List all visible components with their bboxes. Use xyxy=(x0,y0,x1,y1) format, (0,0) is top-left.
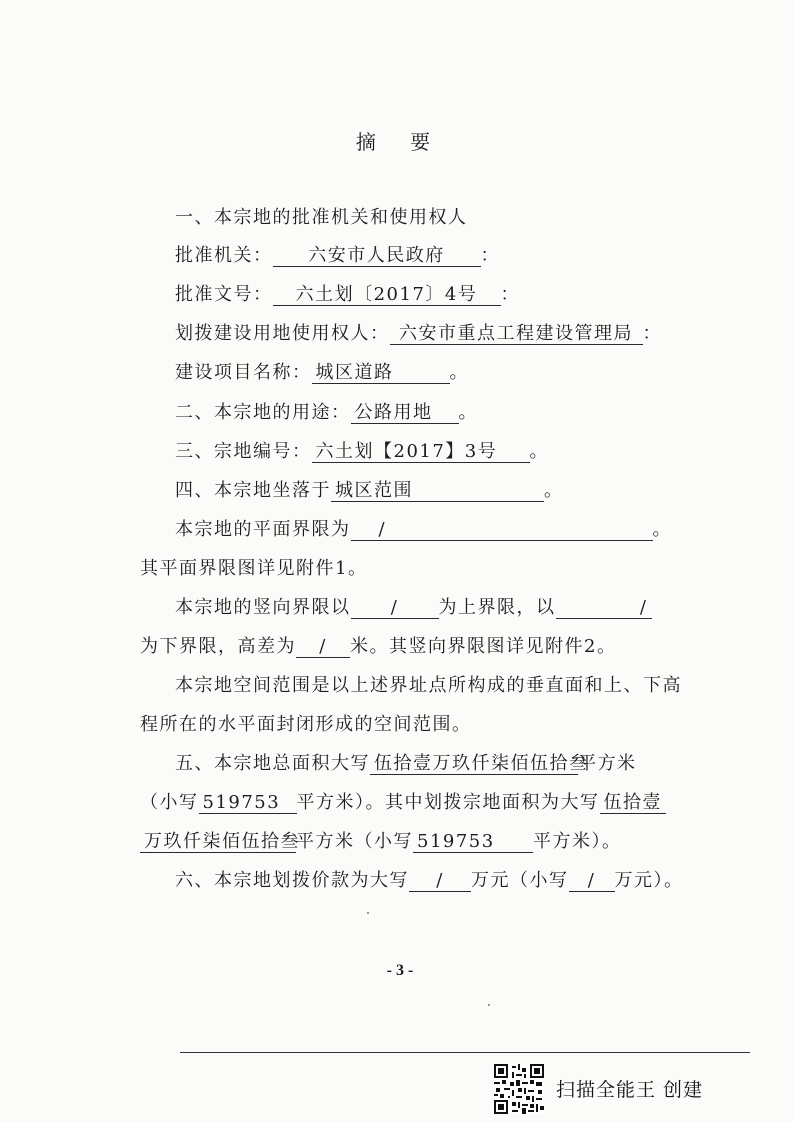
vertical-boundary-prefix: 本宗地的竖向界限以 xyxy=(175,597,351,618)
vertical-boundary-mid: 为上界限，以 xyxy=(438,597,556,618)
height-difference-prefix: 为下界限，高差为 xyxy=(140,636,296,657)
plane-boundary-line xyxy=(175,518,672,542)
small-open: （小写 xyxy=(140,792,199,813)
allocated-area-small: 519753 xyxy=(413,832,533,853)
total-area-line xyxy=(175,752,637,776)
colon: ： xyxy=(642,323,662,344)
total-area-small-line xyxy=(140,791,666,815)
project-name-value: 城区道路 xyxy=(312,363,450,384)
allocation-price-mid: 万元（小写 xyxy=(471,870,569,891)
height-difference-line xyxy=(140,635,616,659)
area-unit: 平方米 xyxy=(578,753,637,774)
plane-boundary-note: 其平面界限图详见附件1。 xyxy=(140,558,368,579)
project-name-line xyxy=(175,361,469,385)
allocation-price-small: / xyxy=(569,871,615,892)
scanner-brand-label: 扫描全能王 创建 xyxy=(556,1079,704,1101)
space-range-line-2: 程所在的水平面封闭形成的空间范围。 xyxy=(140,714,472,735)
page-title: 摘 要 xyxy=(355,130,445,154)
land-use-label: 二、本宗地的用途： xyxy=(175,402,351,423)
period: 。 xyxy=(458,402,478,423)
land-use-value: 公路用地 xyxy=(351,403,459,424)
height-difference-value: / xyxy=(296,637,350,658)
allocation-price-prefix: 六、本宗地划拨价款为大写 xyxy=(175,870,409,891)
land-user-line xyxy=(175,322,662,346)
plane-boundary-label: 本宗地的平面界限为 xyxy=(175,519,351,540)
location-value: 城区范围 xyxy=(331,481,544,502)
approval-doc-label: 批准文号： xyxy=(175,284,273,305)
allocated-area-mid: 平方米（小写 xyxy=(296,831,413,852)
vertical-boundary-line xyxy=(175,596,652,620)
total-area-prefix: 五、本宗地总面积大写 xyxy=(175,753,370,774)
parcel-number-label: 三、宗地编号： xyxy=(175,441,312,462)
page-number: - 3 - xyxy=(386,962,414,979)
allocated-area-end: 平方米）。 xyxy=(533,831,622,852)
section1-heading: 一、本宗地的批准机关和使用权人 xyxy=(175,207,468,228)
total-area-small: 519753 xyxy=(199,793,297,814)
approval-org-value: 六安市人民政府 xyxy=(273,246,481,267)
approval-doc-value: 六土划〔2017〕4号 xyxy=(273,285,501,306)
allocation-price-line xyxy=(175,869,684,893)
scan-speck xyxy=(488,1004,490,1006)
allocated-area-line xyxy=(140,830,622,854)
period: 。 xyxy=(529,441,549,462)
approval-doc-line xyxy=(175,283,520,307)
allocation-price-end: 万元）。 xyxy=(614,870,684,891)
footer-rule xyxy=(180,1052,750,1053)
location-line xyxy=(175,479,564,503)
land-user-label: 划拨建设用地使用权人： xyxy=(175,323,390,344)
project-name-label: 建设项目名称： xyxy=(175,362,312,383)
scan-speck xyxy=(367,912,369,914)
allocated-area-intro: 平方米）。其中划拨宗地面积为大写 xyxy=(296,792,600,813)
space-range-line-1: 本宗地空间范围是以上述界址点所构成的垂直面和上、下高 xyxy=(175,675,682,696)
colon: ： xyxy=(500,284,520,305)
plane-boundary-value: / xyxy=(351,520,653,541)
parcel-number-value: 六土划【2017】3号 xyxy=(312,442,530,463)
allocation-price-upper: / xyxy=(409,871,471,892)
approval-org-line xyxy=(175,244,500,268)
land-user-value: 六安市重点工程建设管理局 xyxy=(390,324,643,345)
land-use-line xyxy=(175,401,478,425)
period: 。 xyxy=(449,362,469,383)
period: 。 xyxy=(544,480,564,501)
allocated-area-upper-part2: 万玖仟柒佰伍拾叁 xyxy=(140,832,296,853)
location-label: 四、本宗地坐落于 xyxy=(175,480,331,501)
total-area-upper: 伍拾壹万玖仟柒佰伍拾叁 xyxy=(370,754,578,775)
period: 。 xyxy=(652,519,672,540)
allocated-area-upper-part1: 伍拾壹 xyxy=(600,793,666,814)
qr-code-icon xyxy=(494,1064,544,1114)
vertical-upper-value: / xyxy=(351,598,439,619)
approval-org-label: 批准机关： xyxy=(175,245,273,266)
height-difference-suffix: 米。其竖向界限图详见附件2。 xyxy=(350,636,617,657)
colon: ： xyxy=(480,245,500,266)
parcel-number-line xyxy=(175,440,549,464)
vertical-lower-value: / xyxy=(556,598,652,619)
